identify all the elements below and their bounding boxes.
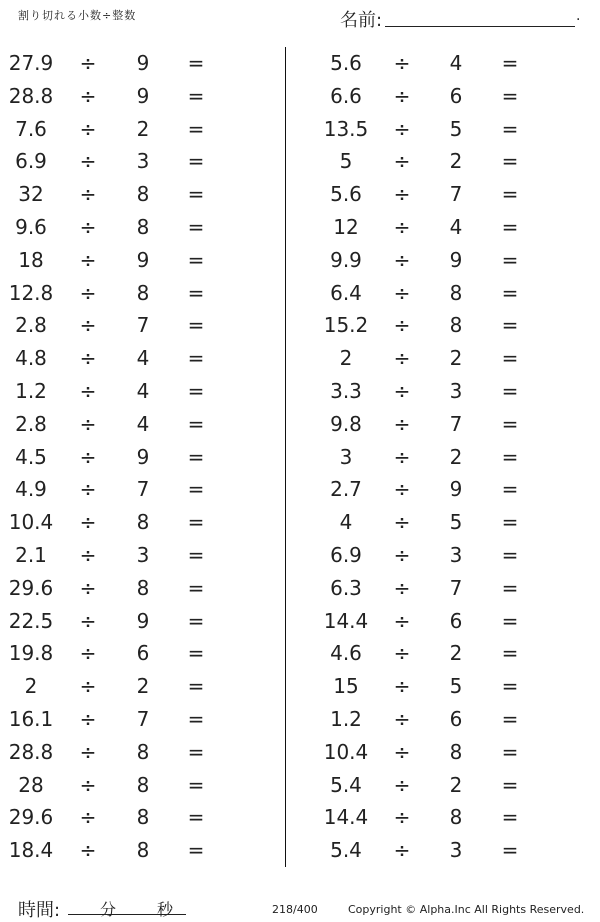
- dividend: 5: [339, 149, 353, 174]
- problem-row: [300, 80, 590, 113]
- divisor: 7: [136, 477, 150, 502]
- problem-row: [0, 572, 290, 605]
- column-divider: [285, 47, 286, 867]
- equals-sign: =: [501, 116, 519, 141]
- equals-sign: =: [501, 379, 519, 403]
- page-number: 218/400: [272, 903, 318, 916]
- problem-row: [0, 244, 290, 277]
- divisor: 7: [449, 411, 463, 436]
- problem-row: [0, 441, 290, 474]
- equals-sign: =: [501, 805, 519, 830]
- dividend: 4.6: [330, 641, 362, 666]
- divisor: 8: [449, 805, 463, 830]
- division-sign: ÷: [79, 346, 97, 371]
- equals-sign: =: [187, 805, 205, 830]
- problem-row: [0, 605, 290, 638]
- equals-sign: =: [501, 280, 519, 305]
- minutes-label: 分: [100, 900, 117, 919]
- problem-row: [0, 309, 290, 342]
- division-sign: ÷: [79, 575, 97, 600]
- dividend: 9.6: [15, 215, 47, 239]
- equals-sign: =: [501, 641, 519, 666]
- equals-sign: =: [187, 346, 205, 371]
- problem-row: [300, 605, 590, 638]
- divisor: 5: [449, 674, 463, 699]
- dividend: 6.6: [330, 83, 362, 108]
- equals-sign: =: [501, 83, 519, 108]
- problem-row: [300, 309, 590, 342]
- division-sign: ÷: [79, 379, 97, 403]
- divisor: 5: [449, 116, 463, 141]
- name-field-line[interactable]: [385, 26, 575, 27]
- dividend: 15: [333, 674, 359, 699]
- dividend: 14.4: [323, 805, 369, 830]
- equals-sign: =: [501, 182, 519, 207]
- divisor: 4: [449, 215, 463, 239]
- dividend: 22.5: [8, 608, 54, 633]
- equals-sign: =: [187, 116, 205, 141]
- division-sign: ÷: [393, 116, 411, 141]
- divisor: 6: [449, 608, 463, 633]
- division-sign: ÷: [79, 838, 97, 863]
- problem-row: [300, 145, 590, 178]
- division-sign: ÷: [393, 739, 411, 764]
- problem-row: [300, 47, 590, 80]
- equals-sign: =: [187, 739, 205, 764]
- dividend: 12: [333, 215, 359, 239]
- division-sign: ÷: [393, 444, 411, 469]
- dividend: 4.5: [15, 444, 47, 469]
- problem-row: [300, 113, 590, 146]
- divisor: 4: [136, 379, 150, 403]
- problem-row: [0, 178, 290, 211]
- equals-sign: =: [187, 83, 205, 108]
- divisor: 3: [449, 838, 463, 863]
- problem-row: [0, 637, 290, 670]
- division-sign: ÷: [393, 641, 411, 666]
- dividend: 4.9: [15, 477, 47, 502]
- problem-row: [300, 244, 590, 277]
- dividend: 2.1: [15, 543, 47, 567]
- division-sign: ÷: [393, 280, 411, 305]
- problem-row: [0, 769, 290, 802]
- division-sign: ÷: [79, 116, 97, 141]
- divisor: 9: [136, 608, 150, 633]
- divisor: 9: [449, 477, 463, 502]
- division-sign: ÷: [393, 247, 411, 272]
- dividend: 2: [24, 674, 38, 699]
- dividend: 6.4: [330, 280, 362, 305]
- problem-row: [300, 539, 590, 572]
- divisor: 8: [449, 313, 463, 338]
- division-sign: ÷: [393, 805, 411, 830]
- divisor: 8: [136, 838, 150, 863]
- problem-row: [300, 408, 590, 441]
- equals-sign: =: [187, 707, 205, 731]
- dividend: 6.3: [330, 575, 362, 600]
- dividend: 19.8: [8, 641, 54, 666]
- division-sign: ÷: [79, 543, 97, 567]
- problem-row: [300, 211, 590, 244]
- problem-row: [300, 375, 590, 408]
- divisor: 7: [449, 182, 463, 207]
- divisor: 7: [136, 707, 150, 731]
- division-sign: ÷: [79, 313, 97, 338]
- equals-sign: =: [187, 313, 205, 338]
- dividend: 2.8: [15, 411, 47, 436]
- division-sign: ÷: [393, 838, 411, 863]
- division-sign: ÷: [79, 215, 97, 239]
- division-sign: ÷: [393, 149, 411, 174]
- equals-sign: =: [187, 280, 205, 305]
- division-sign: ÷: [79, 477, 97, 502]
- equals-sign: =: [187, 641, 205, 666]
- divisor: 8: [136, 215, 150, 239]
- division-sign: ÷: [79, 641, 97, 666]
- divisor: 2: [449, 149, 463, 174]
- division-sign: ÷: [393, 543, 411, 567]
- dividend: 6.9: [15, 149, 47, 174]
- dividend: 29.6: [8, 805, 54, 830]
- division-sign: ÷: [393, 346, 411, 371]
- division-sign: ÷: [79, 182, 97, 207]
- dividend: 29.6: [8, 575, 54, 600]
- problem-row: [0, 736, 290, 769]
- equals-sign: =: [501, 838, 519, 863]
- dividend: 2: [339, 346, 353, 371]
- division-sign: ÷: [393, 510, 411, 535]
- problem-row: [0, 113, 290, 146]
- dividend: 7.6: [15, 116, 47, 141]
- problem-row: [0, 375, 290, 408]
- equals-sign: =: [501, 739, 519, 764]
- equals-sign: =: [501, 444, 519, 469]
- divisor: 3: [136, 543, 150, 567]
- equals-sign: =: [501, 313, 519, 338]
- problem-row: [300, 703, 590, 736]
- divisor: 8: [136, 739, 150, 764]
- divisor: 6: [449, 83, 463, 108]
- division-sign: ÷: [79, 805, 97, 830]
- dividend: 5.4: [330, 772, 362, 797]
- problem-row: [0, 473, 290, 506]
- name-field-dot: .: [576, 8, 581, 24]
- division-sign: ÷: [79, 739, 97, 764]
- divisor: 8: [449, 280, 463, 305]
- problem-row: [300, 473, 590, 506]
- dividend: 6.9: [330, 543, 362, 567]
- division-sign: ÷: [393, 674, 411, 699]
- dividend: 28.8: [8, 739, 54, 764]
- equals-sign: =: [187, 215, 205, 239]
- dividend: 4: [339, 510, 353, 535]
- problem-row: [300, 769, 590, 802]
- division-sign: ÷: [79, 707, 97, 731]
- problem-row: [300, 670, 590, 703]
- division-sign: ÷: [393, 215, 411, 239]
- dividend: 12.8: [8, 280, 54, 305]
- equals-sign: =: [501, 608, 519, 633]
- problem-row: [0, 47, 290, 80]
- division-sign: ÷: [79, 51, 97, 75]
- dividend: 1.2: [15, 379, 47, 403]
- division-sign: ÷: [79, 149, 97, 174]
- dividend: 16.1: [8, 707, 54, 731]
- equals-sign: =: [501, 707, 519, 731]
- problem-row: [0, 277, 290, 310]
- problem-row: [300, 801, 590, 834]
- divisor: 8: [136, 510, 150, 535]
- divisor: 2: [449, 444, 463, 469]
- equals-sign: =: [187, 608, 205, 633]
- problem-row: [0, 670, 290, 703]
- division-sign: ÷: [393, 379, 411, 403]
- dividend: 2.7: [330, 477, 362, 502]
- dividend: 2.8: [15, 313, 47, 338]
- problem-row: [0, 801, 290, 834]
- divisor: 9: [136, 444, 150, 469]
- equals-sign: =: [501, 346, 519, 371]
- division-sign: ÷: [393, 707, 411, 731]
- division-sign: ÷: [393, 411, 411, 436]
- dividend: 32: [18, 182, 44, 207]
- dividend: 5.6: [330, 182, 362, 207]
- problem-row: [0, 539, 290, 572]
- problem-row: [0, 408, 290, 441]
- equals-sign: =: [187, 379, 205, 403]
- equals-sign: =: [187, 772, 205, 797]
- equals-sign: =: [187, 575, 205, 600]
- dividend: 5.4: [330, 838, 362, 863]
- dividend: 28.8: [8, 83, 54, 108]
- divisor: 8: [136, 575, 150, 600]
- equals-sign: =: [187, 411, 205, 436]
- equals-sign: =: [187, 543, 205, 567]
- dividend: 10.4: [8, 510, 54, 535]
- divisor: 7: [449, 575, 463, 600]
- division-sign: ÷: [393, 182, 411, 207]
- problem-row: [300, 342, 590, 375]
- division-sign: ÷: [79, 510, 97, 535]
- divisor: 6: [136, 641, 150, 666]
- division-sign: ÷: [79, 280, 97, 305]
- equals-sign: =: [501, 477, 519, 502]
- equals-sign: =: [501, 247, 519, 272]
- worksheet-title: 割り切れる小数÷整数: [18, 9, 137, 22]
- divisor: 3: [449, 379, 463, 403]
- divisor: 8: [136, 772, 150, 797]
- divisor: 6: [449, 707, 463, 731]
- equals-sign: =: [187, 51, 205, 75]
- divisor: 2: [449, 772, 463, 797]
- divisor: 2: [449, 346, 463, 371]
- divisor: 8: [136, 182, 150, 207]
- problem-row: [300, 441, 590, 474]
- problem-row: [0, 342, 290, 375]
- divisor: 8: [449, 739, 463, 764]
- dividend: 18.4: [8, 838, 54, 863]
- problem-row: [300, 506, 590, 539]
- divisor: 8: [136, 280, 150, 305]
- equals-sign: =: [187, 247, 205, 272]
- problem-row: [0, 211, 290, 244]
- dividend: 3.3: [330, 379, 362, 403]
- division-sign: ÷: [393, 575, 411, 600]
- equals-sign: =: [501, 215, 519, 239]
- equals-sign: =: [501, 543, 519, 567]
- problem-row: [0, 703, 290, 736]
- dividend: 4.8: [15, 346, 47, 371]
- equals-sign: =: [187, 477, 205, 502]
- divisor: 2: [136, 116, 150, 141]
- dividend: 28: [18, 772, 44, 797]
- division-sign: ÷: [393, 51, 411, 75]
- division-sign: ÷: [79, 772, 97, 797]
- seconds-label: 秒: [157, 900, 174, 919]
- equals-sign: =: [501, 674, 519, 699]
- divisor: 4: [136, 411, 150, 436]
- equals-sign: =: [187, 444, 205, 469]
- problem-row: [0, 506, 290, 539]
- divisor: 5: [449, 510, 463, 535]
- dividend: 10.4: [323, 739, 369, 764]
- division-sign: ÷: [79, 674, 97, 699]
- problem-row: [0, 834, 290, 867]
- dividend: 27.9: [8, 51, 54, 75]
- divisor: 4: [136, 346, 150, 371]
- problem-row: [0, 145, 290, 178]
- equals-sign: =: [187, 182, 205, 207]
- division-sign: ÷: [393, 477, 411, 502]
- division-sign: ÷: [393, 608, 411, 633]
- equals-sign: =: [501, 51, 519, 75]
- equals-sign: =: [501, 575, 519, 600]
- problem-row: [0, 80, 290, 113]
- problem-row: [300, 178, 590, 211]
- dividend: 3: [339, 444, 353, 469]
- dividend: 9.9: [330, 247, 362, 272]
- divisor: 9: [449, 247, 463, 272]
- equals-sign: =: [187, 838, 205, 863]
- problem-row: [300, 637, 590, 670]
- copyright-text: Copyright © Alpha.Inc All Rights Reserved.: [348, 903, 585, 916]
- name-label: 名前:: [340, 10, 383, 31]
- equals-sign: =: [501, 510, 519, 535]
- equals-sign: =: [501, 149, 519, 174]
- divisor: 3: [449, 543, 463, 567]
- divisor: 4: [449, 51, 463, 75]
- dividend: 15.2: [323, 313, 369, 338]
- dividend: 18: [18, 247, 44, 272]
- division-sign: ÷: [393, 83, 411, 108]
- dividend: 13.5: [323, 116, 369, 141]
- division-sign: ÷: [79, 444, 97, 469]
- division-sign: ÷: [79, 411, 97, 436]
- divisor: 9: [136, 247, 150, 272]
- divisor: 2: [136, 674, 150, 699]
- divisor: 9: [136, 83, 150, 108]
- divisor: 9: [136, 51, 150, 75]
- time-label: 時間:: [18, 900, 61, 921]
- problem-row: [300, 572, 590, 605]
- equals-sign: =: [187, 510, 205, 535]
- problem-row: [300, 736, 590, 769]
- divisor: 7: [136, 313, 150, 338]
- problem-row: [300, 277, 590, 310]
- division-sign: ÷: [79, 247, 97, 272]
- equals-sign: =: [501, 411, 519, 436]
- division-sign: ÷: [393, 772, 411, 797]
- divisor: 8: [136, 805, 150, 830]
- equals-sign: =: [187, 149, 205, 174]
- division-sign: ÷: [79, 608, 97, 633]
- equals-sign: =: [501, 772, 519, 797]
- dividend: 1.2: [330, 707, 362, 731]
- dividend: 14.4: [323, 608, 369, 633]
- divisor: 2: [449, 641, 463, 666]
- problem-row: [300, 834, 590, 867]
- division-sign: ÷: [393, 313, 411, 338]
- division-sign: ÷: [79, 83, 97, 108]
- dividend: 9.8: [330, 411, 362, 436]
- divisor: 3: [136, 149, 150, 174]
- equals-sign: =: [187, 674, 205, 699]
- dividend: 5.6: [330, 51, 362, 75]
